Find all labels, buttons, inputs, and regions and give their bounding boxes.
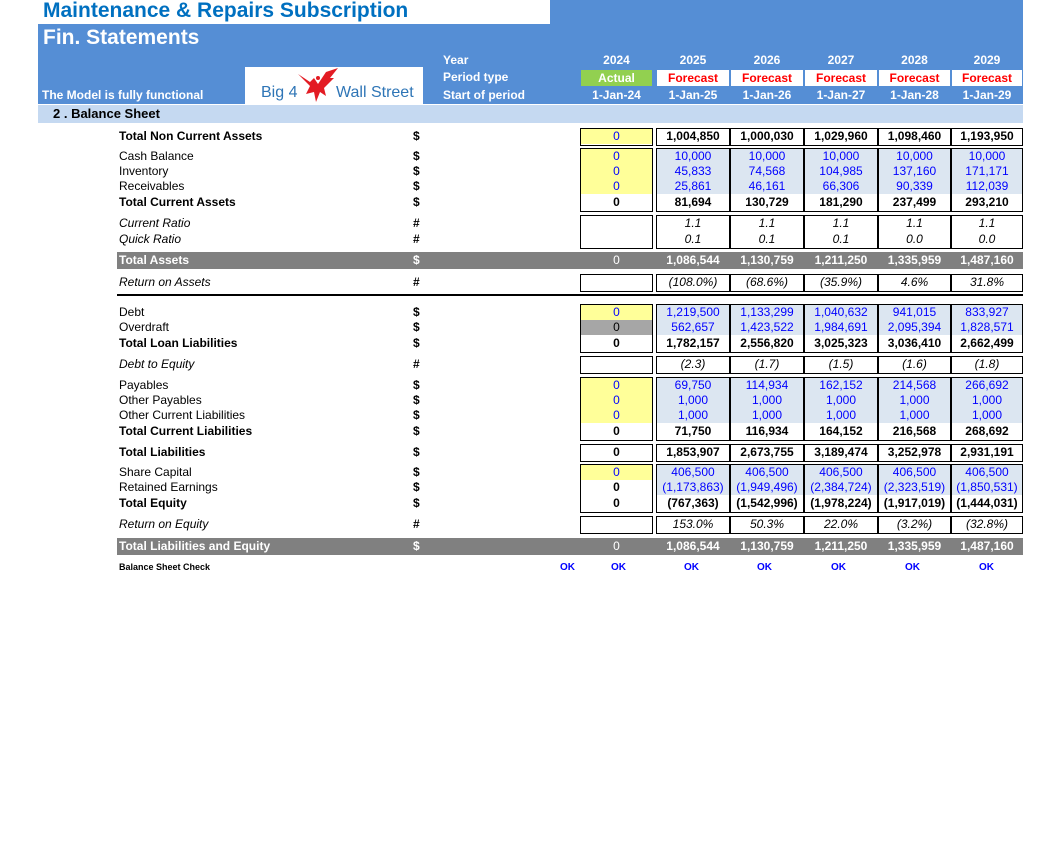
value-cell: 1,133,299	[731, 305, 803, 320]
value-cell: (1,850,531)	[952, 480, 1022, 495]
value-cell: 66,306	[805, 179, 877, 194]
value-cell: (2,323,519)	[879, 480, 950, 495]
value-cell: 214,568	[879, 378, 950, 393]
value-cell[interactable]: 0	[581, 465, 652, 480]
value-cell: 406,500	[952, 465, 1022, 480]
value-cell: 10,000	[952, 149, 1022, 164]
value-cell: 1,335,959	[887, 539, 942, 553]
value-cell: 1,853,907	[666, 445, 720, 459]
unit-label: #	[413, 275, 420, 289]
period-start-cell: 1-Jan-24	[592, 88, 641, 102]
value-cell: 1,029,960	[814, 129, 868, 143]
row-label: Overdraft	[119, 320, 170, 334]
value-cell: 1.1	[906, 216, 923, 230]
unit-label: $	[413, 195, 420, 209]
workbook-title: Maintenance & Repairs Subscription	[43, 0, 409, 22]
section-divider	[117, 294, 1023, 296]
value-cell: 237,499	[892, 195, 937, 209]
row-label: Other Current Liabilities	[119, 408, 246, 422]
value-cell: 1,193,950	[960, 129, 1014, 143]
balance-check-ok: OK	[611, 562, 626, 573]
value-cell: (1,949,496)	[731, 480, 803, 495]
row-label: Share Capital	[119, 465, 192, 479]
value-cell[interactable]: 0	[581, 408, 652, 423]
value-cell: 1,004,850	[666, 129, 720, 143]
unit-label: $	[413, 424, 420, 438]
period-start-cell: 1-Jan-28	[890, 88, 939, 102]
value-cell: 2,673,755	[740, 445, 794, 459]
value-cell: 406,500	[657, 465, 729, 480]
value-cell: 1,000	[805, 408, 877, 423]
row-label: Total Current Liabilities	[119, 424, 253, 438]
value-cell: 941,015	[879, 305, 950, 320]
value-cell: 1,000	[657, 408, 729, 423]
unit-label: $	[413, 129, 420, 143]
unit-label: $	[413, 164, 420, 178]
value-cell: (1.6)	[902, 357, 927, 371]
row-label: Total Equity	[119, 496, 187, 510]
value-cell: 1,000	[879, 408, 950, 423]
value-cell: 1,000	[805, 393, 877, 408]
value-cell: 1.1	[832, 216, 850, 230]
unit-label: $	[413, 179, 420, 193]
value-cell: 10,000	[731, 149, 803, 164]
value-cell: (1,542,996)	[736, 496, 798, 510]
unit-label: $	[413, 378, 420, 392]
value-cell: 31.8%	[969, 275, 1005, 289]
period-type-cell: Forecast	[731, 70, 803, 86]
value-cell: 266,692	[952, 378, 1022, 393]
value-cell: 1,000	[952, 408, 1022, 423]
value-cell: 562,657	[657, 320, 729, 335]
value-cell	[581, 517, 652, 532]
value-cell: 1,086,544	[666, 253, 720, 267]
value-cell[interactable]: 0	[581, 393, 652, 408]
value-cell: 1,000	[879, 393, 950, 408]
value-cell: 1.1	[758, 216, 776, 230]
row-label: Total Non Current Assets	[119, 129, 263, 143]
value-cell: 4.6%	[900, 275, 929, 289]
row-label: Other Payables	[119, 393, 202, 407]
year-header: 2028	[901, 53, 928, 67]
value-cell: 0	[613, 539, 620, 553]
value-cell: 1.1	[978, 216, 996, 230]
unit-label: #	[413, 232, 420, 246]
value-cell: 90,339	[879, 179, 950, 194]
value-cell: 130,729	[745, 195, 789, 209]
value-cell: 162,152	[805, 378, 877, 393]
balance-check-ok: OK	[979, 562, 994, 573]
value-cell[interactable]: 0	[581, 179, 652, 194]
value-cell: 10,000	[805, 149, 877, 164]
value-cell: 181,290	[819, 195, 863, 209]
value-cell: 50.3%	[749, 517, 785, 531]
value-cell: 137,160	[879, 164, 950, 179]
value-cell: 1,000	[657, 393, 729, 408]
value-cell	[581, 216, 652, 231]
unit-label: #	[413, 517, 420, 531]
value-cell: 0.1	[684, 232, 702, 246]
eagle-logo-icon	[296, 66, 340, 106]
start-row-label: Start of period	[443, 88, 526, 102]
balance-check-ok: OK	[757, 562, 772, 573]
value-cell: 0.0	[978, 232, 996, 246]
value-cell: 10,000	[657, 149, 729, 164]
value-cell: 153.0%	[672, 517, 714, 531]
value-cell: 112,039	[952, 179, 1022, 194]
unit-label: $	[413, 336, 420, 350]
value-cell: 1,487,160	[960, 253, 1014, 267]
row-label: Payables	[119, 378, 169, 392]
value-cell[interactable]: 0	[581, 305, 652, 320]
balance-check-ok: OK	[560, 562, 575, 573]
value-cell: 69,750	[657, 378, 729, 393]
value-cell[interactable]: 0	[581, 129, 652, 144]
value-cell: 1,000	[952, 393, 1022, 408]
value-cell: (35.9%)	[819, 275, 863, 289]
period-type-row-label: Period type	[443, 70, 509, 84]
period-start-cell: 1-Jan-25	[668, 88, 718, 102]
row-label: Return on Equity	[119, 517, 209, 531]
year-header: 2027	[827, 53, 855, 67]
row-label: Total Current Assets	[119, 195, 236, 209]
unit-label: $	[413, 253, 420, 267]
value-cell: (2.3)	[680, 357, 706, 371]
value-cell: 293,210	[965, 195, 1009, 209]
value-cell[interactable]: 0	[581, 149, 652, 164]
value-cell: 3,025,323	[814, 336, 868, 350]
value-cell: 0.1	[832, 232, 850, 246]
value-cell	[581, 275, 652, 290]
unit-label: $	[413, 408, 420, 422]
unit-label: #	[413, 357, 420, 371]
balance-check-ok: OK	[684, 562, 699, 573]
value-cell: 1,130,759	[740, 539, 794, 553]
value-cell: 1,219,500	[657, 305, 729, 320]
value-cell: 22.0%	[823, 517, 859, 531]
value-cell: (3.2%)	[896, 517, 933, 531]
value-cell: 268,692	[965, 424, 1009, 438]
section-title: 2 . Balance Sheet	[53, 106, 160, 121]
unit-label: #	[413, 216, 420, 230]
value-cell: 0	[613, 424, 620, 438]
value-cell: (767,363)	[667, 496, 719, 510]
value-cell: 71,750	[674, 424, 712, 438]
value-cell: 0	[613, 496, 620, 510]
value-cell: 1.1	[684, 216, 702, 230]
row-label: Retained Earnings	[119, 480, 218, 494]
functional-note: The Model is fully functional	[42, 88, 204, 102]
sheet-title: Fin. Statements	[43, 26, 200, 49]
value-cell: 2,556,820	[740, 336, 794, 350]
row-label: Total Assets	[119, 253, 190, 267]
value-cell: 104,985	[805, 164, 877, 179]
value-cell: 1,828,571	[952, 320, 1022, 335]
value-cell: (2,384,724)	[805, 480, 877, 495]
year-row-label: Year	[443, 53, 469, 67]
value-cell: 1,000,030	[740, 129, 794, 143]
period-type-cell: Forecast	[879, 70, 950, 86]
value-cell: 216,568	[892, 424, 937, 438]
row-label: Current Ratio	[119, 216, 191, 230]
year-header: 2029	[973, 53, 1001, 67]
value-cell	[581, 232, 652, 247]
row-label: Return on Assets	[119, 275, 211, 289]
balance-check-label: Balance Sheet Check	[119, 562, 211, 572]
value-cell: 0	[613, 480, 620, 494]
unit-label: $	[413, 480, 420, 494]
period-start-cell: 1-Jan-26	[742, 88, 792, 102]
period-type-cell: Forecast	[657, 70, 729, 86]
value-cell: (32.8%)	[965, 517, 1009, 531]
value-cell: 406,500	[731, 465, 803, 480]
value-cell: 74,568	[731, 164, 803, 179]
value-cell: 2,095,394	[879, 320, 950, 335]
value-cell: (1,444,031)	[956, 496, 1018, 510]
unit-label: $	[413, 496, 420, 510]
section-bar	[38, 105, 1023, 123]
value-cell: 1,086,544	[666, 539, 720, 553]
value-cell: 25,861	[657, 179, 729, 194]
value-cell: 1,000	[731, 408, 803, 423]
period-start-cell: 1-Jan-27	[816, 88, 866, 102]
row-label: Cash Balance	[119, 149, 194, 163]
value-cell: 1,000	[731, 393, 803, 408]
value-cell: 3,189,474	[814, 445, 868, 459]
value-cell: 1,335,959	[887, 253, 942, 267]
value-cell: 1,040,632	[805, 305, 877, 320]
value-cell: 1,984,691	[805, 320, 877, 335]
value-cell: 1,098,460	[887, 129, 942, 143]
period-type-cell: Forecast	[805, 70, 877, 86]
value-cell: 114,934	[731, 378, 803, 393]
row-label: Total Liabilities and Equity	[119, 539, 271, 553]
unit-label: $	[413, 305, 420, 319]
balance-check-ok: OK	[831, 562, 846, 573]
year-header: 2024	[603, 53, 630, 67]
period-type-cell: Forecast	[952, 70, 1022, 86]
value-cell: 0.1	[758, 232, 776, 246]
value-cell[interactable]: 0	[581, 320, 652, 335]
row-label: Receivables	[119, 179, 185, 193]
unit-label: $	[413, 320, 420, 334]
value-cell[interactable]: 0	[581, 378, 652, 393]
row-label: Debt	[119, 305, 145, 319]
row-label: Debt to Equity	[119, 357, 195, 371]
value-cell: 10,000	[879, 149, 950, 164]
value-cell: (1.8)	[974, 357, 1000, 371]
value-cell: 1,782,157	[666, 336, 720, 350]
value-cell: 1,130,759	[740, 253, 794, 267]
value-cell: 2,931,191	[960, 445, 1014, 459]
value-cell: 116,934	[745, 424, 789, 438]
value-cell: (1,173,863)	[657, 480, 729, 495]
row-label: Inventory	[119, 164, 169, 178]
value-cell: 0	[613, 195, 620, 209]
value-cell: (1.5)	[828, 357, 854, 371]
unit-label: $	[413, 465, 420, 479]
value-cell: 45,833	[657, 164, 729, 179]
value-cell: 164,152	[819, 424, 863, 438]
value-cell: 1,211,250	[814, 539, 868, 553]
unit-label: $	[413, 539, 420, 553]
value-cell: 2,662,499	[960, 336, 1014, 350]
value-cell: 81,694	[674, 195, 712, 209]
value-cell: 0	[613, 336, 620, 350]
value-cell: 406,500	[879, 465, 950, 480]
unit-label: $	[413, 393, 420, 407]
value-cell: (1.7)	[754, 357, 780, 371]
value-cell: (1,978,224)	[810, 496, 872, 510]
logo-text-right: Wall Street	[336, 84, 414, 101]
period-start-cell: 1-Jan-29	[962, 88, 1012, 102]
balance-check-ok: OK	[905, 562, 920, 573]
value-cell: 406,500	[805, 465, 877, 480]
value-cell: 0	[613, 253, 620, 267]
row-label: Total Liabilities	[119, 445, 206, 459]
value-cell: 46,161	[731, 179, 803, 194]
value-cell: 0.0	[906, 232, 923, 246]
value-cell: (108.0%)	[668, 275, 718, 289]
period-type-cell: Actual	[581, 70, 652, 86]
value-cell: 3,252,978	[887, 445, 942, 459]
year-header: 2025	[679, 53, 707, 67]
value-cell: 3,036,410	[887, 336, 942, 350]
value-cell: 1,423,522	[731, 320, 803, 335]
value-cell: 1,211,250	[814, 253, 868, 267]
unit-label: $	[413, 445, 420, 459]
value-cell: (68.6%)	[745, 275, 789, 289]
row-label: Total Loan Liabilities	[119, 336, 238, 350]
value-cell: 0	[613, 445, 620, 459]
value-cell: 1,487,160	[960, 539, 1014, 553]
value-cell	[581, 357, 652, 372]
value-cell: 833,927	[952, 305, 1022, 320]
value-cell: (1,917,019)	[883, 496, 946, 510]
logo-text-left: Big 4	[261, 84, 298, 101]
value-cell: 171,171	[952, 164, 1022, 179]
unit-label: $	[413, 149, 420, 163]
year-header: 2026	[753, 53, 781, 67]
value-cell[interactable]: 0	[581, 164, 652, 179]
row-label: Quick Ratio	[119, 232, 182, 246]
